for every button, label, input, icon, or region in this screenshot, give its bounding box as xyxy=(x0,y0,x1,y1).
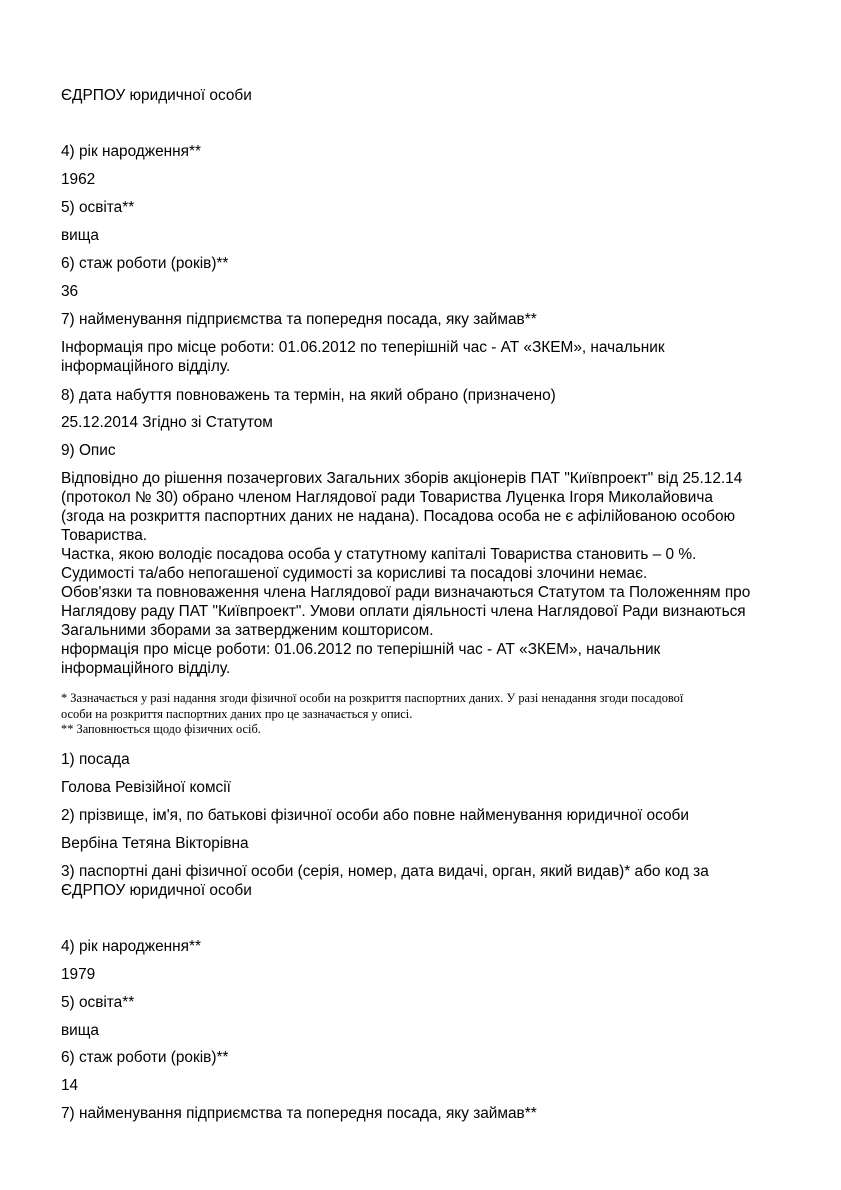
birth-year-label: 4) рік народження** xyxy=(61,143,201,160)
prev-position-label: 7) найменування підприємства та попередня посада, яку займав** xyxy=(61,311,537,328)
description-line: (згода на розкриття паспортних даних не надана). Посадова особа не є афілійованою особою xyxy=(61,508,736,525)
description-line: Наглядову раду ПАТ "Київпроект". Умови оплати діяльності члена Наглядової Ради визнаються xyxy=(61,603,746,620)
footnote: особи на розкриття паспортних даних про це зазначається у описі. xyxy=(61,707,413,721)
prev-position-line: Інформація про місце роботи: 01.06.2012 по теперішній час - АТ «ЗКЕМ», начальник xyxy=(61,339,665,356)
education-label: 5) освіта** xyxy=(61,994,135,1011)
footnote: ** Заповнюється щодо фізичних осіб. xyxy=(61,722,261,736)
name-value: Вербіна Тетяна Вікторівна xyxy=(61,835,249,852)
education-label: 5) освіта** xyxy=(61,199,135,216)
description-line: нформація про місце роботи: 01.06.2012 по теперішній час - АТ «ЗКЕМ», начальник xyxy=(61,641,661,658)
name-label: 2) прізвище, ім'я, по батькові фізичної особи або повне найменування юридичної особи xyxy=(61,807,689,824)
passport-label-line: ЄДРПОУ юридичної особи xyxy=(61,882,252,899)
description-line: інформаційного відділу. xyxy=(61,660,231,677)
education-value: вища xyxy=(61,227,99,244)
term-label: 8) дата набуття повноважень та термін, на який обрано (призначено) xyxy=(61,387,556,404)
birth-year-label: 4) рік народження** xyxy=(61,938,201,955)
experience-value: 14 xyxy=(61,1077,79,1094)
birth-year-value: 1962 xyxy=(61,171,96,188)
experience-label: 6) стаж роботи (років)** xyxy=(61,1049,229,1066)
experience-value: 36 xyxy=(61,283,79,300)
experience-label: 6) стаж роботи (років)** xyxy=(61,255,229,272)
prev-position-label: 7) найменування підприємства та попередня посада, яку займав** xyxy=(61,1105,537,1122)
education-value: вища xyxy=(61,1022,99,1039)
term-value: 25.12.2014 Згідно зі Статутом xyxy=(61,414,273,431)
description-line: Судимості та/або непогашеної судимості за корисливі та посадові злочини немає. xyxy=(61,565,648,582)
description-line: Обов'язки та повноваження члена Наглядової ради визначаються Статутом та Положенням про xyxy=(61,584,751,601)
edrpou-label-tail: ЄДРПОУ юридичної особи xyxy=(61,87,252,104)
description-line: Загальними зборами за затвердженим кошторисом. xyxy=(61,622,434,639)
description-line: Товариства. xyxy=(61,527,148,544)
description-line: (протокол № 30) обрано членом Наглядової ради Товариства Луценка Ігоря Миколайовича xyxy=(61,489,713,506)
position-value: Голова Ревізійної комсії xyxy=(61,779,231,796)
position-label: 1) посада xyxy=(61,751,130,768)
footnote: * Зазначається у разі надання згоди фізичної особи на розкриття паспортних даних. У разі ненадання згоди посадової xyxy=(61,691,684,705)
birth-year-value: 1979 xyxy=(61,966,96,983)
description-line: Частка, якою володіє посадова особа у статутному капіталі Товариства становить – 0 %. xyxy=(61,546,697,563)
description-label: 9) Опис xyxy=(61,442,116,459)
description-line: Відповідно до рішення позачергових Загальних зборів акціонерів ПАТ "Київпроект" від 25.12.14 xyxy=(61,470,743,487)
passport-label-line: 3) паспортні дані фізичної особи (серія, номер, дата видачі, орган, який видав)* або код за xyxy=(61,863,709,880)
prev-position-line: інформаційного відділу. xyxy=(61,358,231,375)
